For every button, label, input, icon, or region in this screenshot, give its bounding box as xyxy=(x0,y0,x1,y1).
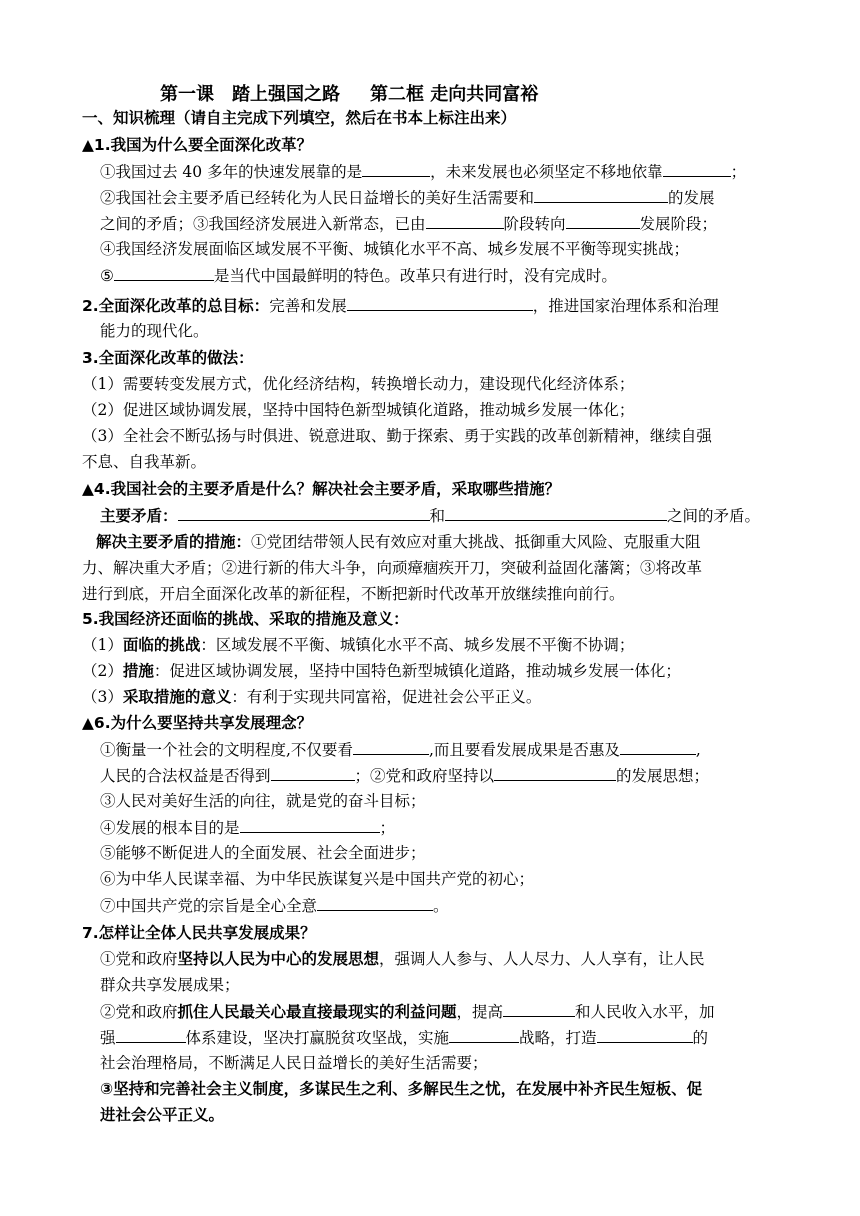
q4-measures-line3: 进行到底，开启全面深化改革的新征程，不断把新时代改革开放继续推向前行。 xyxy=(82,585,625,603)
q1-line2: ②我国社会主要矛盾已经转化为人民日益增长的美好生活需要和 的发展 xyxy=(100,186,715,209)
fill-blank[interactable] xyxy=(445,504,667,521)
q3-line3: （3）全社会不断弘扬与时俱进、锐意进取、勤于探索、勇于实践的改革创新精神，继续自强 xyxy=(82,427,712,445)
q7-line2: 群众共享发展成果； xyxy=(100,976,240,994)
fill-blank[interactable] xyxy=(620,738,696,755)
q7-heading: 7.怎样让全体人民共享发展成果？ xyxy=(82,924,316,942)
q7-line6: ③坚持和完善社会主义制度，多谋民生之利、多解民生之忧，在发展中补齐民生短板、促 xyxy=(100,1080,703,1098)
fill-blank[interactable] xyxy=(449,1026,519,1043)
q7-line1: ①党和政府坚持以人民为中心的发展思想，强调人人参与、人人尽力、人人享有，让人民 xyxy=(100,950,705,968)
fill-blank[interactable] xyxy=(271,764,355,781)
fill-blank[interactable] xyxy=(503,1000,575,1017)
section-heading: 一、知识梳理（请自主完成下列填空，然后在书本上标注出来） xyxy=(82,109,517,127)
fill-blank[interactable] xyxy=(317,894,433,911)
q2-line1: 2.全面深化改革的总目标：完善和发展 ，推进国家治理体系和治理 xyxy=(82,294,719,317)
q6-line7: ⑦中国共产党的宗旨是全心全意 。 xyxy=(100,894,449,917)
q5-line3: （3）采取措施的意义：有利于实现共同富裕，促进社会公平正义。 xyxy=(82,688,542,706)
q3-line4: 不息、自我革新。 xyxy=(82,453,207,471)
fill-blank[interactable] xyxy=(426,212,504,229)
fill-blank[interactable] xyxy=(347,294,533,311)
title-section: 第二框 走向共同富裕 xyxy=(370,84,539,105)
q1-line5: ⑤ 是当代中国最鲜明的特色。改革只有进行时，没有完成时。 xyxy=(100,264,617,287)
q5-heading: 5.我国经济还面临的挑战、采取的措施及意义： xyxy=(82,610,409,628)
q1-line3: 之间的矛盾；③我国经济发展进入新常态，已由 阶段转向 发展阶段； xyxy=(100,212,717,235)
q4-measures-line2: 力、解决重大矛盾；②进行新的伟大斗争，向顽瘴痼疾开刀，突破利益固化藩篱；③将改革 xyxy=(82,559,703,577)
fill-blank[interactable] xyxy=(116,1026,186,1043)
q2-line2: 能力的现代化。 xyxy=(100,322,209,340)
q6-line4: ④发展的根本目的是 ； xyxy=(100,816,395,839)
fill-blank[interactable] xyxy=(178,504,430,521)
q7-line4: 强 体系建设，坚决打赢脱贫攻坚战，实施 战略，打造 的 xyxy=(100,1026,708,1049)
q4-main-line: 主要矛盾： 和 之间的矛盾。 xyxy=(100,504,760,527)
fill-blank[interactable] xyxy=(663,160,731,177)
q1-line4: ④我国经济发展面临区域发展不平衡、城镇化水平不高、城乡发展不平衡等现实挑战； xyxy=(100,240,690,258)
q7-line3: ②党和政府抓住人民最关心最直接最现实的利益问题，提高 和人民收入水平，加 xyxy=(100,1000,715,1023)
fill-blank[interactable] xyxy=(362,160,430,177)
fill-blank[interactable] xyxy=(353,738,429,755)
q4-measures-line1: 解决主要矛盾的措施：①党团结带领人民有效应对重大挑战、抵御重大风险、克服重大阻 xyxy=(96,533,701,551)
q1-line1: ①我国过去 40 多年的快速发展靠的是 ，未来发展也必须坚定不移地依靠 ； xyxy=(100,160,746,183)
q7-line7: 进社会公平正义。 xyxy=(100,1106,225,1124)
q4-heading: ▲4.我国社会的主要矛盾是什么？解决社会主要矛盾，采取哪些措施？ xyxy=(82,480,561,498)
q6-heading: ▲6.为什么要坚持共享发展理念？ xyxy=(82,714,313,732)
fill-blank[interactable] xyxy=(240,816,380,833)
q2-heading: 2.全面深化改革的总目标： xyxy=(82,297,270,315)
fill-blank[interactable] xyxy=(494,764,616,781)
fill-blank[interactable] xyxy=(534,186,668,203)
q3-heading: 3.全面深化改革的做法： xyxy=(82,349,254,367)
q6-line3: ③人民对美好生活的向往，就是党的奋斗目标； xyxy=(100,792,426,810)
q6-line5: ⑤能够不断促进人的全面发展、社会全面进步； xyxy=(100,844,426,862)
q7-line5: 社会治理格局，不断满足人民日益增长的美好生活需要； xyxy=(100,1054,488,1072)
q5-line1: （1）面临的挑战：区域发展不平衡、城镇化水平不高、城乡发展不平衡不协调； xyxy=(82,636,635,654)
q6-line2: 人民的合法权益是否得到 ；②党和政府坚持以 的发展思想； xyxy=(100,764,709,787)
fill-blank[interactable] xyxy=(114,264,214,281)
q6-line6: ⑥为中华人民谋幸福、为中华民族谋复兴是中国共产党的初心； xyxy=(100,870,535,888)
q3-line2: （2）促进区域协调发展，坚持中国特色新型城镇化道路，推动城乡发展一体化； xyxy=(82,401,635,419)
fill-blank[interactable] xyxy=(597,1026,693,1043)
q6-line1: ①衡量一个社会的文明程度,不仅要看 ,而且要看发展成果是否惠及 , xyxy=(100,738,701,761)
q5-line2: （2）措施：促进区域协调发展，坚持中国特色新型城镇化道路，推动城乡发展一体化； xyxy=(82,662,681,680)
q1-heading: ▲1.我国为什么要全面深化改革？ xyxy=(82,136,313,154)
fill-blank[interactable] xyxy=(566,212,640,229)
q3-line1: （1）需要转变发展方式，优化经济结构，转换增长动力，建设现代化经济体系； xyxy=(82,375,635,393)
page-title xyxy=(160,84,538,106)
title-lesson: 第一课 踏上强国之路 xyxy=(160,84,340,105)
